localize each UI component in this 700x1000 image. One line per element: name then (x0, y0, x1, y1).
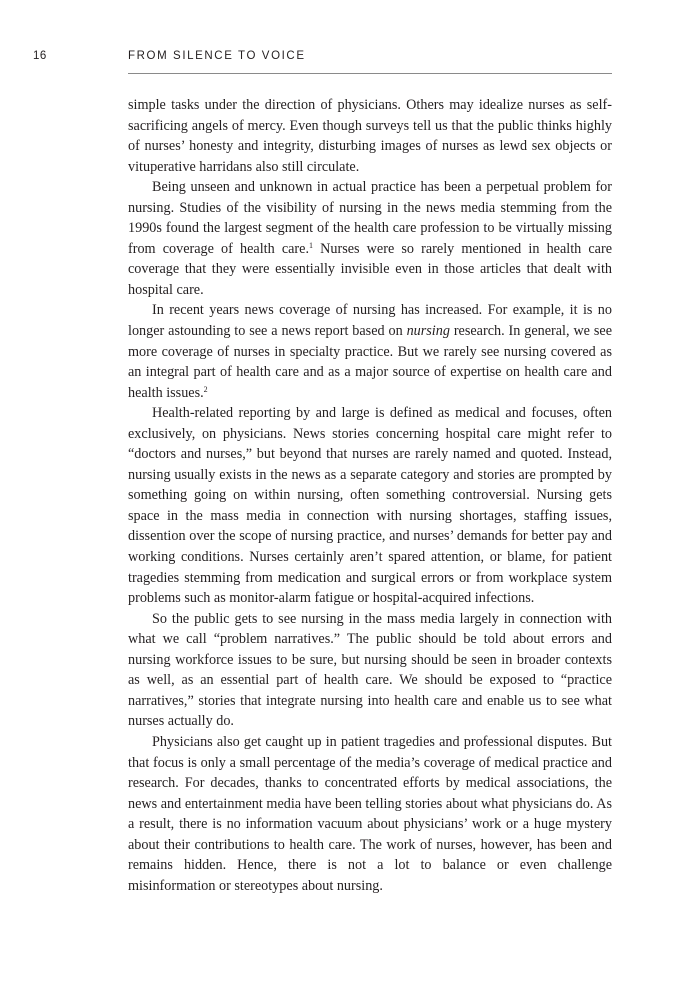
footnote-ref-1[interactable]: 1 (309, 240, 313, 250)
paragraph-5: So the public gets to see nursing in the mass media largely in connection with what we call “problem narratives.” The public should be told about errors and nursing workforce issues to be sure, but nursing should be seen in broader contexts as well, as an essential part of health care. We should be exposed to “practice narratives,” stories that integrate nursing into health care and enable us to see what nurses actually do. (128, 610, 612, 730)
paragraph-2-text-a: Being unseen and unknown in actual practice has been a perpetual problem for nursing. Studies of the visibility of nursing in the news media stemming from the 1990s found the largest segment of the health care profession to be virtually missing from coverage of health care. (128, 179, 612, 257)
running-title: FROM SILENCE TO VOICE (128, 50, 306, 62)
paragraph-3-emphasis: nursing (406, 323, 450, 340)
paragraph-4: Health-related reporting by and large is defined as medical and focuses, often exclusively, on physicians. News stories concerning hospital care might refer to “doctors and nurses,” but beyond that nurses are rarely named and quoted. Instead, nursing usually exists in the news as a separate category and stories are prompted by something going on within nursing, often something controversial. Nursing gets space in the mass media in connection with nursing shortages, staffing issues, dissention over the scope of nursing practice, and nurses’ demands for better pay and working conditions. Nurses certainly aren’t spared attention, or blame, for patient tragedies stemming from medication and surgical errors or from workplace system problems such as monitor-alarm fatigue or hospital-acquired infections. (128, 405, 612, 607)
running-head (33, 50, 612, 68)
paragraph-6: Physicians also get caught up in patient tragedies and professional disputes. But that focus is only a small percentage of the media’s coverage of medical practice and research. For decades, thanks to concentrated efforts by medical associations, the news and entertainment media have been telling stories about what physicians do. As a result, there is no information vacuum about physicians’ work or a huge mystery about their contributions to health care. The work of nurses, however, has been and remains hidden. Hence, there is not a lot to balance or even challenge misinformation or stereotypes about nursing. (128, 733, 612, 894)
body-text (128, 95, 612, 896)
paragraph-3-text-a: In recent years news coverage of nursing has increased. For example, it is no longer astounding to see a news report based on (128, 302, 612, 340)
paragraph-2-text-b: Nurses were so rarely mentioned in health care coverage that they were essentially invisible even in those articles that dealt with hospital care. (128, 240, 613, 298)
header-rule (128, 73, 612, 74)
page-number: 16 (33, 50, 47, 62)
paragraph-2 (128, 177, 612, 300)
paragraph-1: simple tasks under the direction of physicians. Others may idealize nurses as self-sacrificing angels of mercy. Even though surveys tell us that the public thinks highly of nurses’ honesty and integrity, disturbing images of nurses as lewd sex objects or vituperative harridans also still circulate. (128, 97, 612, 175)
paragraph-3 (128, 300, 612, 403)
footnote-ref-2[interactable]: 2 (203, 384, 208, 394)
paragraph-3-text-b: research. In general, we see more coverage of nurses in specialty practice. But we rarely see nursing covered as an integral part of health care and as a major source of expertise on health care and health issues. (128, 323, 612, 401)
